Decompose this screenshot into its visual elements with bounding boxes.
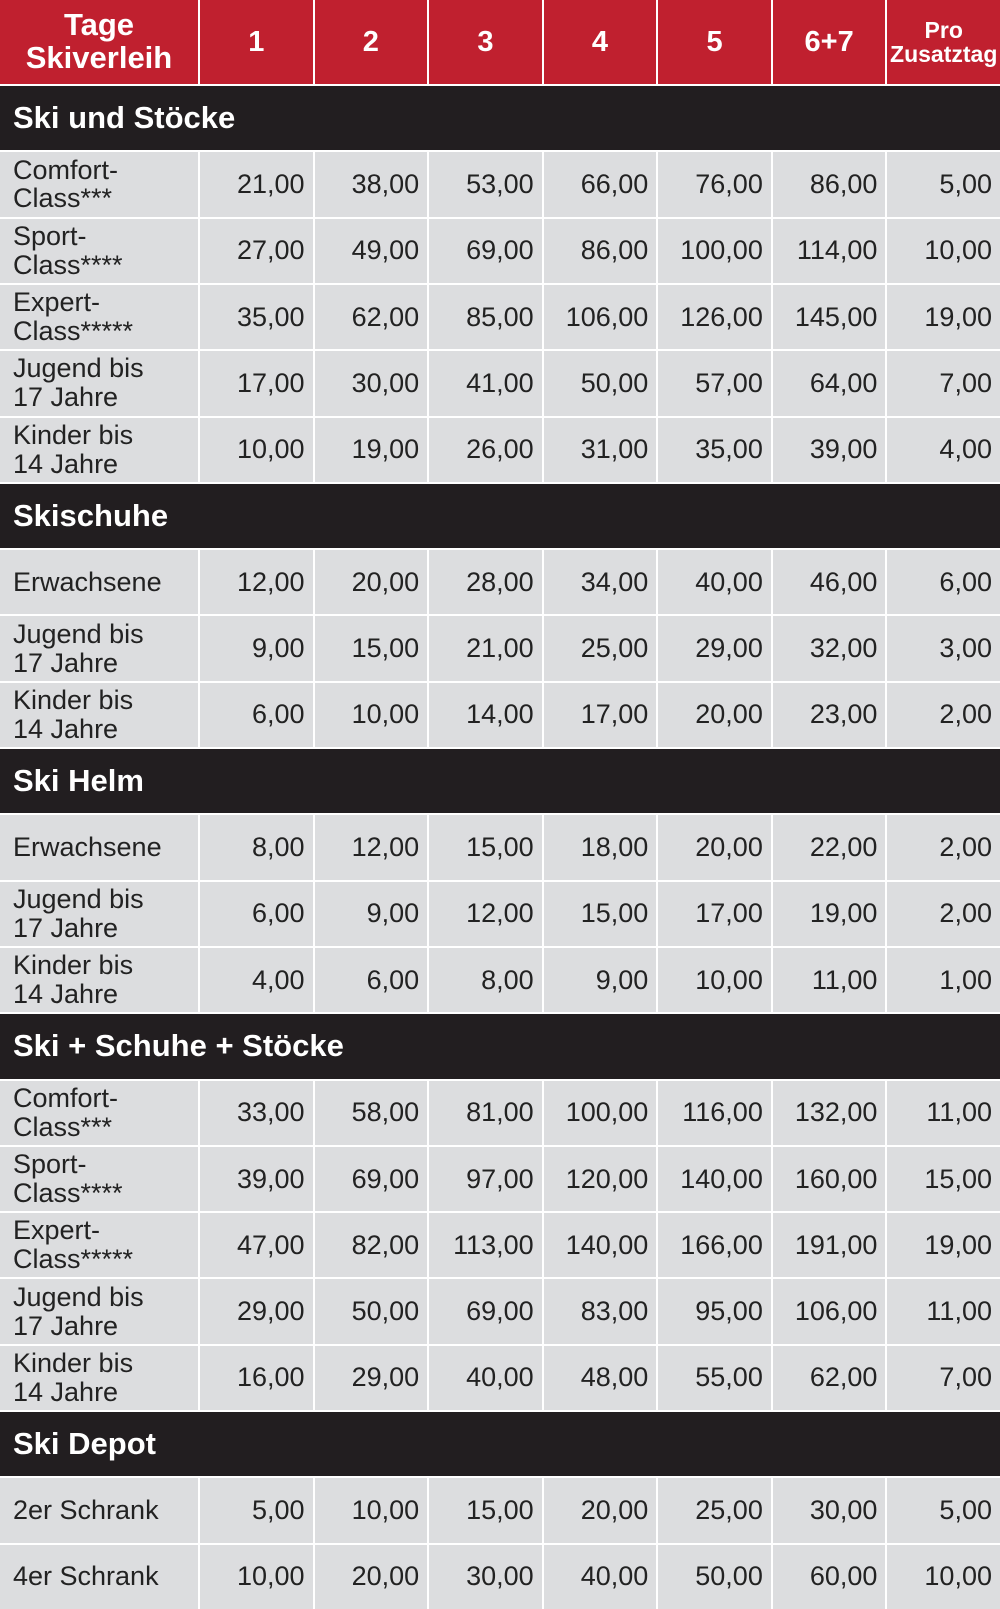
price-cell: 4,00 [887, 418, 1000, 482]
price-cell: 21,00 [200, 152, 313, 216]
price-cell: 20,00 [315, 1545, 428, 1609]
price-cell: 140,00 [658, 1147, 771, 1211]
row-label [0, 550, 198, 614]
price-cell: 3,00 [887, 616, 1000, 680]
row-label-line1: Kinder bis [13, 685, 134, 715]
row-label-line1: Kinder bis [13, 1348, 134, 1379]
header-day-5: 5 [658, 0, 771, 84]
price-cell: 145,00 [773, 285, 886, 349]
price-cell: 100,00 [544, 1081, 657, 1145]
price-cell: 29,00 [658, 616, 771, 680]
price-cell: 12,00 [315, 815, 428, 879]
price-cell: 26,00 [429, 418, 542, 482]
section-header: Ski Helm [0, 749, 1000, 813]
price-cell: 60,00 [773, 1545, 886, 1609]
row-label-line2: Class**** [13, 249, 123, 280]
header-day-4: 4 [544, 0, 657, 84]
price-cell: 5,00 [200, 1478, 313, 1542]
row-label [0, 1478, 198, 1542]
price-cell: 41,00 [429, 351, 542, 415]
price-cell: 8,00 [429, 948, 542, 1012]
price-cell: 47,00 [200, 1213, 313, 1277]
header-extra-line2: Zusatztag [890, 41, 998, 67]
price-cell: 12,00 [429, 882, 542, 946]
row-label-line1: Jugend bis [13, 1281, 144, 1312]
price-cell: 82,00 [315, 1213, 428, 1277]
price-cell: 21,00 [429, 616, 542, 680]
row-label-line1: Sport- [13, 1149, 87, 1180]
price-cell: 15,00 [544, 882, 657, 946]
row-label-line2: 14 Jahre [13, 448, 119, 479]
price-cell: 27,00 [200, 219, 313, 283]
row-label-line1: Expert- [13, 287, 101, 318]
row-label-line1: Jugend bis [13, 618, 144, 649]
price-cell: 9,00 [315, 882, 428, 946]
price-cell: 40,00 [658, 550, 771, 614]
price-cell: 19,00 [315, 418, 428, 482]
price-cell: 66,00 [544, 152, 657, 216]
price-cell: 4,00 [200, 948, 313, 1012]
price-cell: 1,00 [887, 948, 1000, 1012]
row-label-line1: Kinder bis [13, 950, 134, 981]
row-label-line1: Erwachsene [13, 832, 162, 863]
price-cell: 15,00 [887, 1147, 1000, 1211]
header-day-3: 3 [429, 0, 542, 84]
row-label-line1: 4er Schrank [13, 1561, 159, 1592]
price-cell: 15,00 [429, 1478, 542, 1542]
row-label-line2: Class*** [13, 1111, 113, 1142]
price-cell: 86,00 [544, 219, 657, 283]
price-cell: 35,00 [200, 285, 313, 349]
price-cell: 11,00 [887, 1081, 1000, 1145]
row-label [0, 1346, 198, 1410]
row-label [0, 418, 198, 482]
header-extra-day [887, 0, 1000, 84]
price-cell: 20,00 [658, 815, 771, 879]
price-cell: 31,00 [544, 418, 657, 482]
price-cell: 11,00 [887, 1279, 1000, 1343]
price-cell: 29,00 [315, 1346, 428, 1410]
price-cell: 25,00 [658, 1478, 771, 1542]
price-cell: 10,00 [200, 1545, 313, 1609]
row-label-line1: Jugend bis [13, 353, 144, 384]
price-cell: 57,00 [658, 351, 771, 415]
price-cell: 10,00 [887, 219, 1000, 283]
row-label [0, 815, 198, 879]
row-label [0, 616, 198, 680]
price-cell: 53,00 [429, 152, 542, 216]
row-label-line2: Class***** [13, 1244, 134, 1275]
price-cell: 10,00 [200, 418, 313, 482]
header-day-1: 1 [200, 0, 313, 84]
row-label-line1: Sport- [13, 220, 87, 251]
price-cell: 20,00 [544, 1478, 657, 1542]
row-label-line1: Jugend bis [13, 883, 144, 914]
price-cell: 83,00 [544, 1279, 657, 1343]
row-label-line1: 2er Schrank [13, 1495, 159, 1526]
price-cell: 6,00 [200, 683, 313, 747]
price-cell: 39,00 [773, 418, 886, 482]
price-cell: 69,00 [429, 1279, 542, 1343]
price-cell: 2,00 [887, 683, 1000, 747]
price-cell: 17,00 [544, 683, 657, 747]
price-cell: 33,00 [200, 1081, 313, 1145]
price-cell: 25,00 [544, 616, 657, 680]
price-cell: 30,00 [429, 1545, 542, 1609]
price-cell: 35,00 [658, 418, 771, 482]
section-header: Ski und Stöcke [0, 86, 1000, 150]
price-cell: 95,00 [658, 1279, 771, 1343]
row-label-line1: Kinder bis [13, 419, 134, 450]
price-cell: 16,00 [200, 1346, 313, 1410]
row-label-line2: 14 Jahre [13, 713, 119, 744]
price-cell: 9,00 [544, 948, 657, 1012]
section-header: Ski + Schuhe + Stöcke [0, 1014, 1000, 1078]
price-cell: 14,00 [429, 683, 542, 747]
price-cell: 28,00 [429, 550, 542, 614]
price-cell: 5,00 [887, 152, 1000, 216]
price-cell: 10,00 [887, 1545, 1000, 1609]
header-day-2: 2 [315, 0, 428, 84]
row-label [0, 351, 198, 415]
row-label-line1: Expert- [13, 1215, 101, 1246]
price-cell: 140,00 [544, 1213, 657, 1277]
row-label [0, 219, 198, 283]
price-cell: 62,00 [315, 285, 428, 349]
price-cell: 19,00 [773, 882, 886, 946]
price-cell: 34,00 [544, 550, 657, 614]
row-label [0, 1545, 198, 1609]
price-cell: 10,00 [315, 683, 428, 747]
price-cell: 55,00 [658, 1346, 771, 1410]
price-cell: 17,00 [658, 882, 771, 946]
price-cell: 58,00 [315, 1081, 428, 1145]
row-label-line2: 14 Jahre [13, 979, 119, 1010]
row-label [0, 1213, 198, 1277]
header-days-label [0, 0, 198, 84]
price-cell: 30,00 [773, 1478, 886, 1542]
price-cell: 62,00 [773, 1346, 886, 1410]
price-cell: 11,00 [773, 948, 886, 1012]
price-cell: 6,00 [887, 550, 1000, 614]
price-cell: 7,00 [887, 1346, 1000, 1410]
row-label-line2: 17 Jahre [13, 647, 119, 678]
price-cell: 5,00 [887, 1478, 1000, 1542]
price-cell: 100,00 [658, 219, 771, 283]
row-label-line2: Class*** [13, 183, 113, 214]
row-label-line2: 17 Jahre [13, 912, 119, 943]
section-header: Ski Depot [0, 1412, 1000, 1476]
row-label [0, 882, 198, 946]
row-label-line2: 17 Jahre [13, 382, 119, 413]
price-cell: 39,00 [200, 1147, 313, 1211]
row-label-line1: Comfort- [13, 154, 119, 185]
price-cell: 48,00 [544, 1346, 657, 1410]
row-label-line1: Comfort- [13, 1082, 119, 1113]
price-cell: 50,00 [658, 1545, 771, 1609]
price-cell: 97,00 [429, 1147, 542, 1211]
price-cell: 19,00 [887, 285, 1000, 349]
row-label-line2: Class***** [13, 316, 134, 347]
row-label [0, 1147, 198, 1211]
price-cell: 20,00 [315, 550, 428, 614]
price-cell: 120,00 [544, 1147, 657, 1211]
price-cell: 9,00 [200, 616, 313, 680]
price-cell: 6,00 [315, 948, 428, 1012]
row-label [0, 285, 198, 349]
price-cell: 22,00 [773, 815, 886, 879]
price-cell: 29,00 [200, 1279, 313, 1343]
row-label [0, 1279, 198, 1343]
price-cell: 69,00 [315, 1147, 428, 1211]
price-cell: 23,00 [773, 683, 886, 747]
row-label-line2: 17 Jahre [13, 1310, 119, 1341]
price-cell: 166,00 [658, 1213, 771, 1277]
price-cell: 116,00 [658, 1081, 771, 1145]
header-title-line1: Tage [63, 7, 135, 43]
price-cell: 19,00 [887, 1213, 1000, 1277]
header-day-6-7: 6+7 [773, 0, 886, 84]
price-cell: 160,00 [773, 1147, 886, 1211]
price-cell: 69,00 [429, 219, 542, 283]
price-cell: 40,00 [429, 1346, 542, 1410]
price-cell: 15,00 [315, 616, 428, 680]
section-header: Skischuhe [0, 484, 1000, 548]
price-cell: 81,00 [429, 1081, 542, 1145]
price-cell: 85,00 [429, 285, 542, 349]
row-label-line2: Class**** [13, 1178, 123, 1209]
price-cell: 132,00 [773, 1081, 886, 1145]
price-cell: 46,00 [773, 550, 886, 614]
price-cell: 17,00 [200, 351, 313, 415]
row-label [0, 948, 198, 1012]
price-cell: 7,00 [887, 351, 1000, 415]
price-cell: 40,00 [544, 1545, 657, 1609]
row-label [0, 683, 198, 747]
price-cell: 20,00 [658, 683, 771, 747]
price-cell: 10,00 [315, 1478, 428, 1542]
price-cell: 8,00 [200, 815, 313, 879]
price-cell: 32,00 [773, 616, 886, 680]
price-cell: 50,00 [315, 1279, 428, 1343]
price-cell: 126,00 [658, 285, 771, 349]
price-cell: 2,00 [887, 815, 1000, 879]
row-label [0, 152, 198, 216]
price-cell: 113,00 [429, 1213, 542, 1277]
price-cell: 12,00 [200, 550, 313, 614]
price-cell: 76,00 [658, 152, 771, 216]
row-label-line2: 14 Jahre [13, 1376, 119, 1407]
price-cell: 30,00 [315, 351, 428, 415]
price-cell: 18,00 [544, 815, 657, 879]
price-cell: 2,00 [887, 882, 1000, 946]
row-label [0, 1081, 198, 1145]
price-cell: 6,00 [200, 882, 313, 946]
price-cell: 38,00 [315, 152, 428, 216]
price-cell: 191,00 [773, 1213, 886, 1277]
header-title-line2: Skiverleih [25, 40, 173, 75]
price-cell: 106,00 [773, 1279, 886, 1343]
price-cell: 86,00 [773, 152, 886, 216]
price-cell: 106,00 [544, 285, 657, 349]
price-cell: 50,00 [544, 351, 657, 415]
price-cell: 49,00 [315, 219, 428, 283]
price-cell: 64,00 [773, 351, 886, 415]
price-cell: 114,00 [773, 219, 886, 283]
row-label-line1: Erwachsene [13, 566, 162, 597]
header-extra-line1: Pro [924, 16, 963, 43]
price-cell: 15,00 [429, 815, 542, 879]
price-cell: 10,00 [658, 948, 771, 1012]
